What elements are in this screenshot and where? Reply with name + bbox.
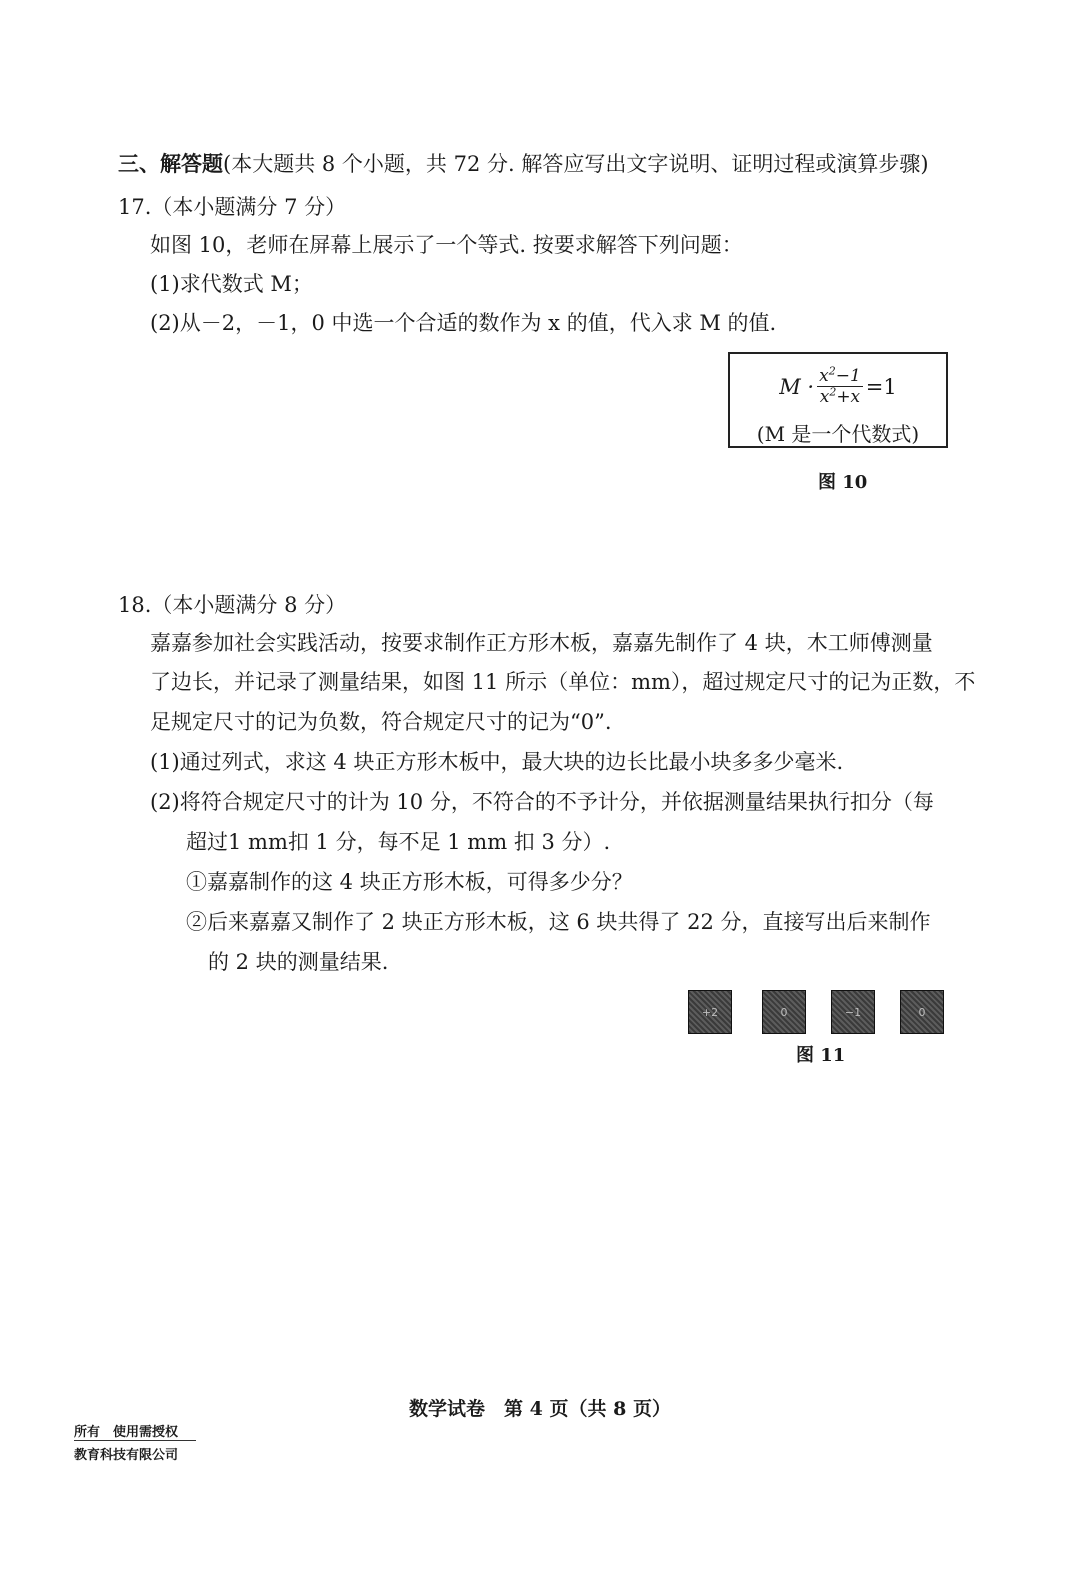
board-3	[831, 990, 875, 1034]
q18-sub2-line1: ②后来嘉嘉又制作了 2 块正方形木板，这 6 块共得了 22 分，直接写出后来制作	[186, 910, 931, 934]
section-title: 三、解答题	[118, 151, 223, 176]
figure-11-caption: 图 11	[796, 1045, 846, 1066]
board-3-value: −1	[844, 1005, 862, 1019]
q17-heading: 17.（本小题满分 7 分）	[118, 195, 347, 219]
board-4-value: 0	[918, 1005, 926, 1019]
board-2	[762, 990, 806, 1034]
q18-stem-line1: 嘉嘉参加社会实践活动，按要求制作正方形木板，嘉嘉先制作了 4 块，木工师傅测量	[150, 631, 933, 655]
q18-sub2-line2: 的 2 块的测量结果.	[208, 950, 389, 974]
q18-heading: 18.（本小题满分 8 分）	[118, 593, 347, 617]
board-1-value: +2	[701, 1005, 719, 1019]
board-4	[900, 990, 944, 1034]
q18-stem-line2: 了边长，并记录了测量结果，如图 11 所示（单位：mm），超过规定尺寸的记为正数，不	[150, 670, 976, 694]
equation-note: (M 是一个代数式)	[756, 422, 920, 446]
q17-part2: (2)从－2，－1，0 中选一个合适的数作为 x 的值，代入求 M 的值.	[150, 311, 777, 335]
section-note: (本大题共 8 个小题，共 72 分. 解答应写出文字说明、证明过程或演算步骤)	[223, 152, 929, 176]
q18-part2-line2: 超过1 mm扣 1 分，每不足 1 mm 扣 3 分）.	[186, 830, 611, 854]
equation-rhs: =1	[865, 374, 897, 399]
copyright-line-2: 教育科技有限公司	[74, 1448, 179, 1463]
figure-10-caption: 图 10	[818, 472, 868, 493]
section-header	[118, 150, 929, 178]
figure-10-box	[728, 352, 948, 448]
fraction-numerator: $x^2-1$	[819, 364, 861, 386]
q17-part1: (1)求代数式 M；	[150, 272, 313, 296]
fraction-denominator: $x^2+x$	[819, 385, 861, 407]
equation	[730, 366, 946, 407]
q18-part2-line1: (2)将符合规定尺寸的计为 10 分，不符合的不予计分，并依据测量结果执行扣分（每	[150, 790, 934, 814]
q18-stem-line3: 足规定尺寸的记为负数，符合规定尺寸的记为“0”.	[150, 710, 612, 734]
page-footer: 数学试卷 第 4 页（共 8 页）	[409, 1398, 671, 1420]
board-2-value: 0	[780, 1005, 788, 1019]
board-1	[688, 990, 732, 1034]
q18-sub1: ①嘉嘉制作的这 4 块正方形木板，可得多少分？	[186, 870, 633, 894]
q17-stem: 如图 10，老师在屏幕上展示了一个等式. 按要求解答下列问题：	[150, 233, 743, 257]
fraction	[817, 366, 863, 407]
copyright-divider	[74, 1440, 196, 1441]
copyright-line-1: 所有 使用需授权	[74, 1425, 179, 1440]
q18-part1: (1)通过列式，求这 4 块正方形木板中，最大块的边长比最小块多多少毫米.	[150, 750, 844, 774]
equation-lhs: M ·	[779, 374, 815, 399]
